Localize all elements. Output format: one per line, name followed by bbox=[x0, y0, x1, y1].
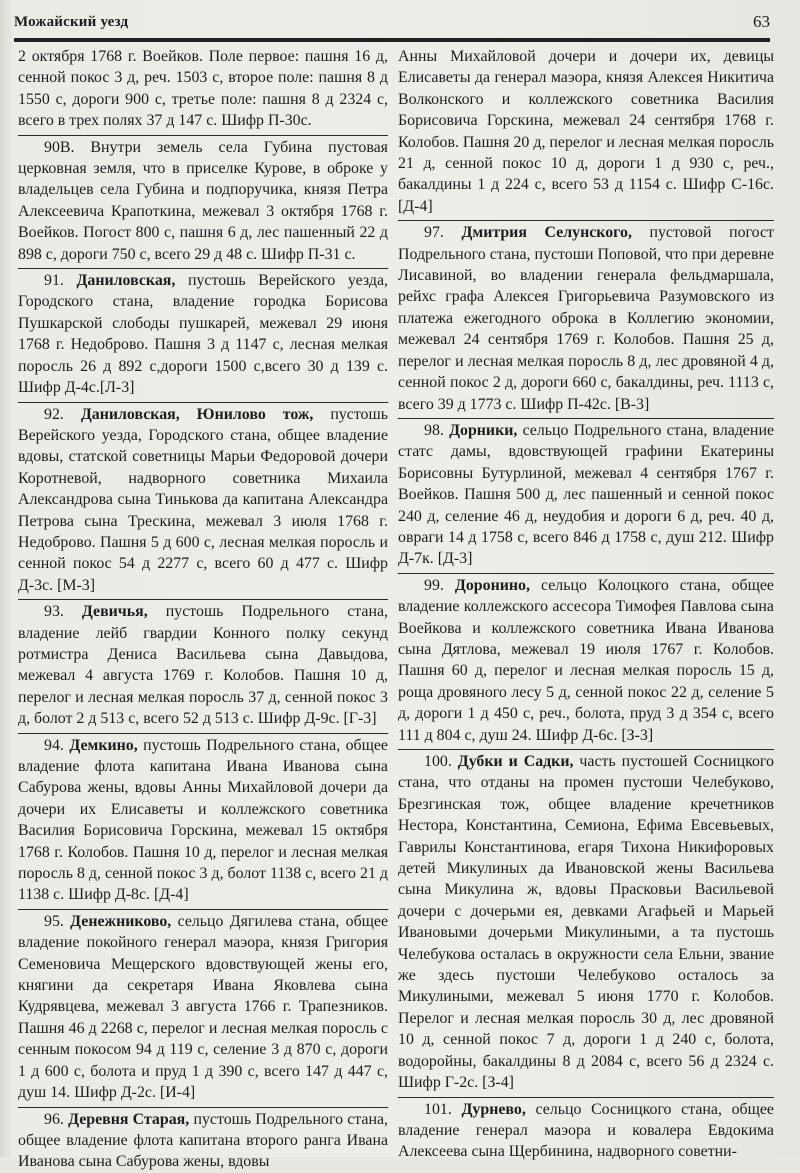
left-column bbox=[18, 46, 389, 1171]
entry-number: 91. bbox=[44, 272, 64, 290]
entry-number: 90В. bbox=[44, 138, 75, 156]
entry-text: часть пустошей Сосницкого стана, что отданы на промен пустоши Челебуково, Брезгинская тож, общее владение кречетников Нестора, Константина, Семиона, Ефима Евсевьевых, Гаврилы Константинова, егаря Тихона Никифоровых детей Микулиных да Ивановской жены Васильева сына Микулина ж, вдовы Прасковьи Васильевой дочери с дочерьми ея, девками Агафьей и Марьей Ивановыми дочерьми Микулиными, а та пустошь Челебукова осталась в окружности села Ельни, звание же здесь пустоши Челебуково осталось за Микулиными, межевал 5 июня 1770 г. Колобов. Перелог и лесная мелкая поросль 30 д, лес дровяной 10 д, сенной покос 7 д, дороги 1 д 240 с, болота, водоройны, бакалдины 8 д 2084 с, всего 56 д 2324 с. Шифр Г-2с. [З-4] bbox=[398, 753, 774, 1092]
entry-text: пустошь Подрельного стана, общее владение флота капитана второго ранга Ивана Иванова сына Сабурова жены, вдовы bbox=[18, 1110, 389, 1171]
entry-text: пустошь Подрельного стана, владение лейб гвардии Конного полку секунд ротмистра Дениса Васильева сына Давыдова, межевал 4 августа 1769 г. Колобов. Пашня 10 д, перелог и лесная мелкая поросль 37 д, сенной покос 3 д, болот 2 д 513 с, всего 52 д 513 с. Шифр Д-9с. [Г-3] bbox=[18, 603, 388, 728]
entry-text: Анны Михайловой дочери и дочери их, девицы Елисаветы да генерал маэора, князя Алексея Никитича Волконского и коллежского советника Василия Борисовича Горскина, межевал 24 сентября 1768 г. Колобов. Пашня 20 д, перелог и лесная мелкая поросль 21 д, сенной покос 10 д, дороги 1 д 930 с, реч., бакалдины 1 д 224 с, всего 53 д 1154 с. Шифр С-16с. [Д-4] bbox=[398, 48, 774, 215]
entry-number: 97. bbox=[424, 224, 444, 242]
entry-place-name: Дорники, bbox=[449, 421, 518, 439]
entry-paragraph bbox=[398, 749, 774, 1094]
entry-text: сельцо Колоцкого стана, общее владение коллежского ассесора Тимофея Павлова сына Воейкова и коллежского советника Ивана Иванова сына Дятлова, межевал 19 июля 1767 г. Колобов. Пашня 60 д, перелог и лесная мелкая поросль 15 д, роща дровяного лесу 5 д, сенной покос 22 д, селение 5 д, дороги 1 д 450 с, реч., болота, пруд 3 д 354 с, всего 111 д 804 с, душ 24. Шифр Д-6с. [З-3] bbox=[398, 576, 774, 744]
entry-text: пустошь Подрельного стана, общее владение флота капитана Ивана Иванова сына Сабурова жены, вдовы Анны Михайловой дочери да дочери их Елисаветы и коллежского советника Василия Борисовича Горскина, межевал 15 октября 1768 г. Колобов. Пашня 10 д, перелог и лесная мелкая поросль 8 д, сенной покос 3 д, болот 1138 с, всего 21 д 1138 с. Шифр Д-8с. [Д-4] bbox=[18, 736, 388, 904]
continued-paragraph bbox=[398, 46, 774, 217]
entry-text: пустошь Верейского уезда, Городского стана, общее владение вдовы, статской советницы Марьи Федоровой дочери Коротневой, надворного советника Михаила Александрова сына Тинькова да капитана Александра Петрова сына Трескина, межевал 3 июля 1768 г. Недоброво. Пашня 5 д 600 с, лесная мелкая поросль и сенной покос 54 д 2277 с, всего 60 д 477 с. Шифр Д-3с. [М-3] bbox=[18, 405, 388, 594]
entry-number: 99. bbox=[424, 576, 444, 594]
entry-text: 2 октября 1768 г. Воейков. Поле первое: пашня 16 д, сенной покос 3 д, реч. 1503 с, второе поле: пашня 8 д 1550 с, дороги 900 с, третье поле: пашня 8 д 2324 с, всего в трех полях 37 д 147 с. Шифр П-30с. bbox=[18, 48, 388, 130]
entry-paragraph bbox=[398, 418, 774, 570]
running-header bbox=[14, 10, 770, 40]
entry-paragraph bbox=[18, 909, 388, 1104]
entry-place-name: Девичья, bbox=[81, 603, 148, 621]
entry-text: пустовой погост Подрельного стана, пустоши Поповой, что при деревне Лисавиной, во владении генерала фельдмаршала, рейхс графа Алексея Григорьевича Разумовского из платежа ежегодного оброка в Коллегию экономии, межевал 24 сентября 1769 г. Колобов. Пашня 25 д, перелог и лесная мелкая поросль 8 д, лес дровяной 4 д, сенной покос 2 д, дороги 660 с, бакалдины, реч. 1113 с, всего 39 д 1773 с. Шифр П-42с. [В-3] bbox=[398, 224, 774, 413]
right-column bbox=[398, 46, 774, 1161]
page-number: 63 bbox=[753, 12, 770, 31]
entry-text: Внутри земель села Губина пустовая церковная земля, что в приселке Курове, в оброке у владельцев села Губина и подпоручика, князя Петра Алексеевича Крапоткина, межевал 3 октября 1768 г. Воейков. Погост 800 с, пашня 6 д, лес пашенный 22 д 898 с, дороги 750 с, всего 29 д 48 с. Шифр П-31 с. bbox=[18, 138, 388, 263]
entry-paragraph bbox=[18, 268, 388, 398]
entry-number: 101. bbox=[424, 1100, 452, 1118]
entry-number: 95. bbox=[44, 912, 64, 930]
entry-text: сельцо Подрельного стана, владение статс дамы, вдовствующей графини Екатерины Борисовны Бутурлиной, межевал 4 сентября 1767 г. Воейков. Пашня 500 д, лес пашенный и сенной покос 240 д, селение 46 д, неудобия и дороги 6 д, реч. 40 д, овраги 14 д 1758 с, всего 846 д 1758 с, душ 212. Шифр Д-7к. [Д-3] bbox=[398, 421, 774, 568]
entry-place-name: Денежниково, bbox=[70, 912, 172, 930]
entry-paragraph bbox=[398, 1097, 774, 1163]
entry-number: 93. bbox=[44, 603, 64, 621]
entry-paragraph bbox=[398, 220, 774, 415]
entry-place-name: Дубки и Садки, bbox=[457, 753, 574, 770]
header-rule bbox=[14, 38, 770, 42]
entry-text: сельцо Сосницкого стана, общее владение генерал маэора и ковалера Евдокима Алексеева сына Щербинина, надворного советни- bbox=[398, 1100, 774, 1161]
entry-place-name: Демкино, bbox=[69, 736, 138, 754]
entry-place-name: Деревня Старая, bbox=[68, 1110, 190, 1128]
entry-number: 94. bbox=[44, 736, 64, 754]
entry-paragraph bbox=[18, 402, 388, 597]
entry-place-name: Дурнево, bbox=[461, 1100, 526, 1118]
entry-paragraph bbox=[18, 733, 388, 906]
entry-text: пустошь Верейского уезда, Городского стана, владение городка Борисова Пушкарской слободы пушкарей, межевал 29 июня 1768 г. Недоброво. Пашня 3 д 1147 с, лесная мелкая поросль 26 д 892 с,дороги 1500 с,всего 30 д 139 с. Шифр Д-4с.[Л-3] bbox=[18, 272, 388, 397]
entry-text: сельцо Дягилева стана, общее владение покойного генерал маэора, князя Григория Семеновича Мещерского вдовствующей жены его, княгини да секретаря Ивана Яковлева сына Кудрявцева, межевал 3 августа 1766 г. Трапезников. Пашня 46 д 2268 с, перелог и лесная мелкая поросль с сенным покосом 94 д 119 с, селение 3 д 870 с, дороги 1 д 600 с, болота и пруд 1 д 390 с, всего 147 д 447 с, душ 14. Шифр Д-2с. [И-4] bbox=[18, 912, 388, 1102]
entry-place-name: Дмитрия Селунского, bbox=[461, 224, 632, 242]
entry-place-name: Доронино, bbox=[454, 576, 530, 594]
entry-number: 100. bbox=[424, 753, 452, 770]
entry-number: 96. bbox=[44, 1110, 64, 1128]
entry-paragraph bbox=[398, 573, 774, 746]
entry-place-name: Даниловская, Юнилово тож, bbox=[80, 405, 314, 423]
entry-paragraph bbox=[18, 135, 388, 265]
entry-paragraph bbox=[18, 1107, 388, 1173]
entry-number: 98. bbox=[424, 421, 444, 439]
running-title: Можайский уезд bbox=[14, 14, 129, 30]
entry-number: 92. bbox=[44, 405, 64, 423]
entry-paragraph bbox=[18, 599, 388, 729]
entry-place-name: Даниловская, bbox=[76, 272, 176, 290]
continued-paragraph bbox=[18, 46, 388, 132]
